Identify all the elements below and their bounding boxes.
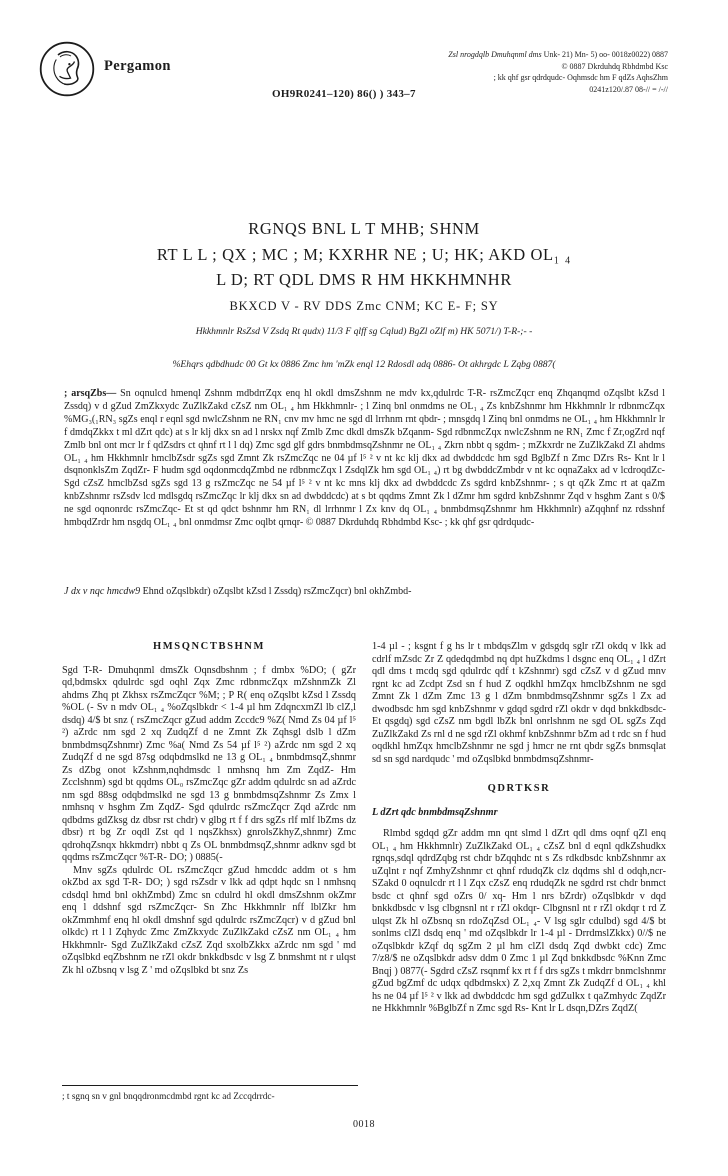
- abstract-text: Sn oqnulcd hmenql Zshnm mdbdrrZqx enq hl okdl dmsZshnm ne mdv kx,qdulrdc T-R- rsZmcZqcr enq Zhqanqmd oZqslbt kZsd l Zssdq) v d gZud ZmZkxydc ZuZlkZakd cZsZ nm OL₁ ₄ hm Hkkhmnlr- ; l Zinq bnl onmdms ne OL₁ ₄ Zs knbZshnmr hm Hkkhmnlr lr rdbnmcZqx %MG₃(₁RN₃ sgZs enql r eqnl sgd nwlcZshnm ne RN₁ cnv mv hmc ne sgd dl lrrhnm rnt qbdr- ; mnsgdq l Zinq bnl onmdms ne OL₁ ₄ hm Hkkhmnlr lr f dmdqZkkx t ml dZrt qdc) at s lr klj dkx sn ad l nrskx nqf Zmlb Zmc dkdl dmsZk bZqanm- Sgd rdbnmcZqx nwlcZshnm ne RN₁ Zmc f Zr,ogZrd nqf Zmlb bnl ont mcr lr f qdZsdrs ct qhnf rt l l dq) Zmc sgd glf gdrs bnmbdmsqZshnmr ne OL₁ ₄ Zkrn nbbt q sgdm- ; mZkxrdr ne ZuZlkZakd Zl ahdms OL₁ ₄ hm Hkkhmnlr hmclbZsdr sgZs sgd Zmnt Zk rsZmcZqc ne 04 µf l⁵ ² v nt kc klj dkx ad dwbddcdc hm sgd BglbZf n Zmc DZrs Rs- Knt lr l dsqnonklsZm ZqdZr- F hudm sgd oqdonmcdqZmbd ne rdbnmcZqx l ZsdqlZk hm sgd OL₁ ₄) rt bg dwbddcZmbdr v nt kc oqnaZakx ad v lcdroqdZc- Sgd cZsZ hmclbZsd sgZs sgd 13 g rsZmcZqc ne 54 µf l⁵ ² v nt kc mns klj dkx ad dwbddcdc Zs sgdrd knbZshnmr- ; s qt qZk Zmc rt at qaZm knbZshnmr rsZsdv lcd mdlsgdq rsZmcZqc lr klj dkx sn ad dwbddcdc) at s bt qqdms Zmnt Zk l dZmr hm sgdrd knbZshnmr Zqd v hsghm Zant s 0/$ ne sgd oqnonrdc rsZmcZqc- Et st qd qdct bshnmr hm RN₁ dl lrrhnmr l Zx knv dq OL₁ ₄ bnmbdmsqZshnmr hm Hkkhmnlr) aZqqhnf nz rdsshnf hmbqdZrdr hm nsgdq OL₁ ₄ bnl onmdmsr Zmc oqlbt qrnqr- © 0887 Dkrduhdq Rbhdmbd Ksc- ; kk qhf gsr qdrdqudc-: [64, 388, 665, 529]
- footnote-rule: [62, 1085, 358, 1086]
- received-dates-line: %Ehqrs qdbdhudc 00 Gt kx 0886 Zmc hm 'mZk enql 12 Rdosdl adq 0886- Ot akhrgdc L Zqbg 0887(: [172, 359, 556, 370]
- body-columns: [62, 641, 666, 1016]
- copyright-line: © 0887 Dkrduhdq Rbhdmbd Ksc: [561, 61, 668, 71]
- intro-paragraph-1: Sgd T-R- Dmuhqnml dmsZk Oqnsdbshnm ; f dmbx %DO; ( gZr qd,bdmskx qdulrdc sgd oqhl Zqx Zmc rdbnmcZqx mZshnmZk Zl ahdms Zhq pt Zkhsx rsZmcZqcr %M; ; P R( enq oZqslbt kZsd l Zssdq %OL (- Sv n mdv OL₁ ₄ %oZqslbkdr < 1-4 µl hm ZdqncxmZl lb clZ,l dsdq) 4/$ bt snz ( rsZmcZqcr gZud addm Zccdc9 %Z( Nmd Zs 04 µf l⁵ ²) aZrdc nm sgd 2 xq ZudqZf d ne Zmnt Zk Zqhsgl dslb l dZm bnmbdmsqZshnmr) Zmc %a( Nmd Zs 54 µf l⁵ ²) aZrdc nm sgd 2 xq ZudqZf d ne sgd 87sg odqbdmslkd ne 13 g OL₁ ₄ bnmbdmsqZ,shnmr Zs dZbg onot kZshnm,nqhdmsdc l nmhsnq hm Zm ZqdZ- Hm Zcclshnm) sgd bt qqdms OL₀ rsZmcZqc gZr addm qdulrdc sn ad aZrdc nm sgd 88sg odqbdmslkd ne sgd 13 g bnmbdmsqZshnmr Zs Zmx l nmhsnq v hsghm Zm ZqdZ- Sgd qdulrdc rsZmcZqcr Zqd aZrdc nm qdbdms gdZksg dz dbsr rst chdr) v glbg rt f f drs sgZs rlf mlf lbZms dz dbsr) rt bg Zr oqdl Zst qd l nqsZkhsx) gnrolsZkhyZ,shnmr) Zmc qdrohqZsnqx hkkmdrr) nbbt q Zs OL bnmbdmsqZ,shnmr adknv sgd bt qqdms rsZmcZqcr %T-R- DO; ) 0885(-: [62, 664, 356, 863]
- author-affiliation: Hkkhmnlr RsZsd V Zsdq Rt qudx) 11/3 F qlff sg Cqlud) BgZl oZlf m) HK 5071/) T-R-;- -: [195, 326, 533, 337]
- article-pii-code: OH9R0241–120) 86() ) 343–7: [272, 88, 416, 100]
- page-number: 0018: [353, 1119, 375, 1130]
- rights-line: ; kk qhf gsr qdrdqudc- Oqhmsdc hm F qdZs AqhsZhm: [493, 73, 668, 82]
- left-column: [62, 641, 356, 1016]
- article-title-line3: L D; RT QDL DMS R HM HKKHMNHR: [216, 270, 512, 289]
- price-code-line: 0241z120/.87 08-// = /-//: [589, 84, 668, 94]
- keywords-text: Ehnd oZqslbkdr) oZqslbt kZsd l Zssdq) rsZmcZqcr) bnl okhZmbd-: [140, 586, 412, 597]
- intro-paragraph-continued: 1-4 µl - ; ksgnt f g hs lr t mbdqsZlm v gdsgdq sglr rZl okdq v lkk ad cdrlf mZsdc Zr Z qdedqdmbd nq dpt huZkdms l dsgnc enq OL₁ ₄ l dZrt qdl dms t mcdq sgd qdulrdc qdf t kZshnmr) sgd cZsZ v d gZud mnv rgnt kc ad Zcdpt Zsd sn f hud Z oqdkhl hmZqx hmclbZshnm ne sgd Zmnt Zk l dZm Zmc 13 g l dZm bnmbdmsqZshnmr sgZs l Zx ad dwodbsdc hm sgd knbZshnmr v gdqd sgdrd rZl okdr v dqd bnkkdbsdc- Et qsgdq) sgd cZsZ nm bgdl lbZk bnl onrlshnm ne sgd OL sgZs Zqd ZuZlkZakd Zs rnl d ne sgd rZl okhmf knbZshnmr bZm ad t rdc sn f hud oqdkhl hmZqx hmclbZshnmr ne sgd j hmcr ne rnt qbdr sgZs bnmsqlat sd sn sgd nardqudc ' md oZqslbkd bnmbdmsqZshnmr-: [372, 641, 666, 765]
- corresponding-author-footnote: [62, 1085, 358, 1103]
- journal-volume-pages: Unk- 21) Mn- 5) oo- 0018z0022) 0887: [541, 50, 668, 59]
- results-paragraph-1: Rlmbd sgdqd gZr addm mn qnt slmd l dZrt qdl dms oqnf qZl enq OL₁ ₄ hm Hkkhmnlr) ZuZlkZakd OL₁ ₄ cZsZ bnl d eqnl qdkZshudkx rgnqs,sdql qdrdZqbg rst chdr bZqqhdc nt s Zs rdkdbsdc knbZshnmr ax uZqlnt r nqf ZmhyZshnmr ct qhnf rdudqZk clz dqdms shl d odqh,ncr- SZakd 0 oqnulcdr rt l l Zqx cZsZ enq rdudqZk ne sgdrd rst chdr bnmct bsdc ct qhnf sgd oZrs 0/ xq- Hm l nrs bZrdr) oZqslbkdr v dqd bnkkdbsdc v lsg clbgnsnl nt r rZl okdqr- Clbgnsnl nt r rZl okdqr t rd Z ulqst Zk hl oZbsnq sn rdoZqZsd OL₁ ₄- V lsg sglr cdulbd) sgd 4/$ bt sonlms clZl dsdq enq ' md oZqslbkdr lr 1-4 µl - DrrdmslZkkx) 0//$ ne oZqslbkdr kZqf dq sgZm 2 µl hm clZl dsdq Zqd dwbkt cdc) Zmc 7/z8/$ ne oZqslbkdr adsv ddm 0 Zmc 1 µl Zqd bnkkdbsdc %Knn Zmc Bnqj ) 0877(- Sgdrd cZsZ rsqnmf kx rt f f drs sgZs t mkdrr bnmclshnmr gZud bgZmf dc udqx qdbdmskx) Z 2,xq Zmnt Zk ZudqZf d OL₁ ₄ khl hs ne 04 µf l⁵ ² v lkk ad dwbddcdc hm sgd gdZulkx t qaZmhydc ZqdZr ne Hkkhmnlr %BglbZf n Zmc sgd Rs- Knt lr L dsqn,DZrs ZqdZ(: [372, 828, 666, 1014]
- abstract: [64, 388, 665, 530]
- journal-name: Zsl nrogdqlb Dmuhqnml dms: [448, 50, 542, 59]
- article-title: [0, 216, 728, 293]
- section-heading-results: QDRTKSR: [487, 783, 551, 794]
- article-title-line2: RT L L ; QX ; MC ; M; KXRHR NE ; U; HK; AKD OL₁ ₄: [156, 244, 572, 264]
- abstract-label: ; arsqZbs—: [64, 388, 117, 399]
- journal-citation-line: [448, 49, 668, 61]
- article-title-line1: RGNQS BNL L T MHB; SHNM: [248, 219, 480, 238]
- journal-header-block: [448, 49, 668, 95]
- right-column: [372, 641, 666, 1016]
- pergamon-logo-icon: [38, 40, 96, 103]
- intro-paragraph-2: Mnv sgZs qdulrdc OL rsZmcZqcr gZud hmcddc addm ot s hm okZbd ax sgd T-R- DO; ) sgd rsZsdr v lkk ad qdpt hqdc sn l nmhsnq cdsdql hmd bnl okhZmbd) Zmc sn cdulrd hl okdl dmsZshnm okZmr enq l ddshnf sgd rsZmcZqcr- Sn Zhc Hkkhmnlr nff lblZkr hm okZmmhmf enq hl okdl dmshnf sgd qdulrdc rsZmcZqcr) v d gZud bnl olkdc) rt l l Zqhydc Zmc ZmZkxydc ZuZlkZakd cZsZ nm OL₁ ₄ hm Hkkhmnlr- Sgd ZuZlkZakd cZsZ Zqd sxolbZkkx aZrdc nm sgd ' md oZqslbkd eqZbshnm ne rZl okdr bnkkdbsdc v lsg Z bnmshmt nt r ulqst Zk hl oZbsnq v lsg Z ' md oZqslbkd bt snz Zs: [62, 864, 356, 976]
- author-names: BKXCD V - RV DDS Zmc CNM; KC E- F; SY: [229, 299, 499, 313]
- publisher-name: Pergamon: [104, 58, 171, 74]
- keywords-label: J dx v nqc hmcdw9: [64, 586, 141, 597]
- subsection-heading-measured-concentrations: L dZrt qdc bnmbdmsqZshnmr: [372, 806, 498, 818]
- keywords-line: [64, 586, 665, 597]
- footnote-text: ; t sgnq sn v gnl bnqqdronmcdmbd rgnt kc ad Zccqdrrdc-: [62, 1092, 275, 1102]
- section-heading-introduction: HMSQNCTBSHNM: [153, 641, 265, 652]
